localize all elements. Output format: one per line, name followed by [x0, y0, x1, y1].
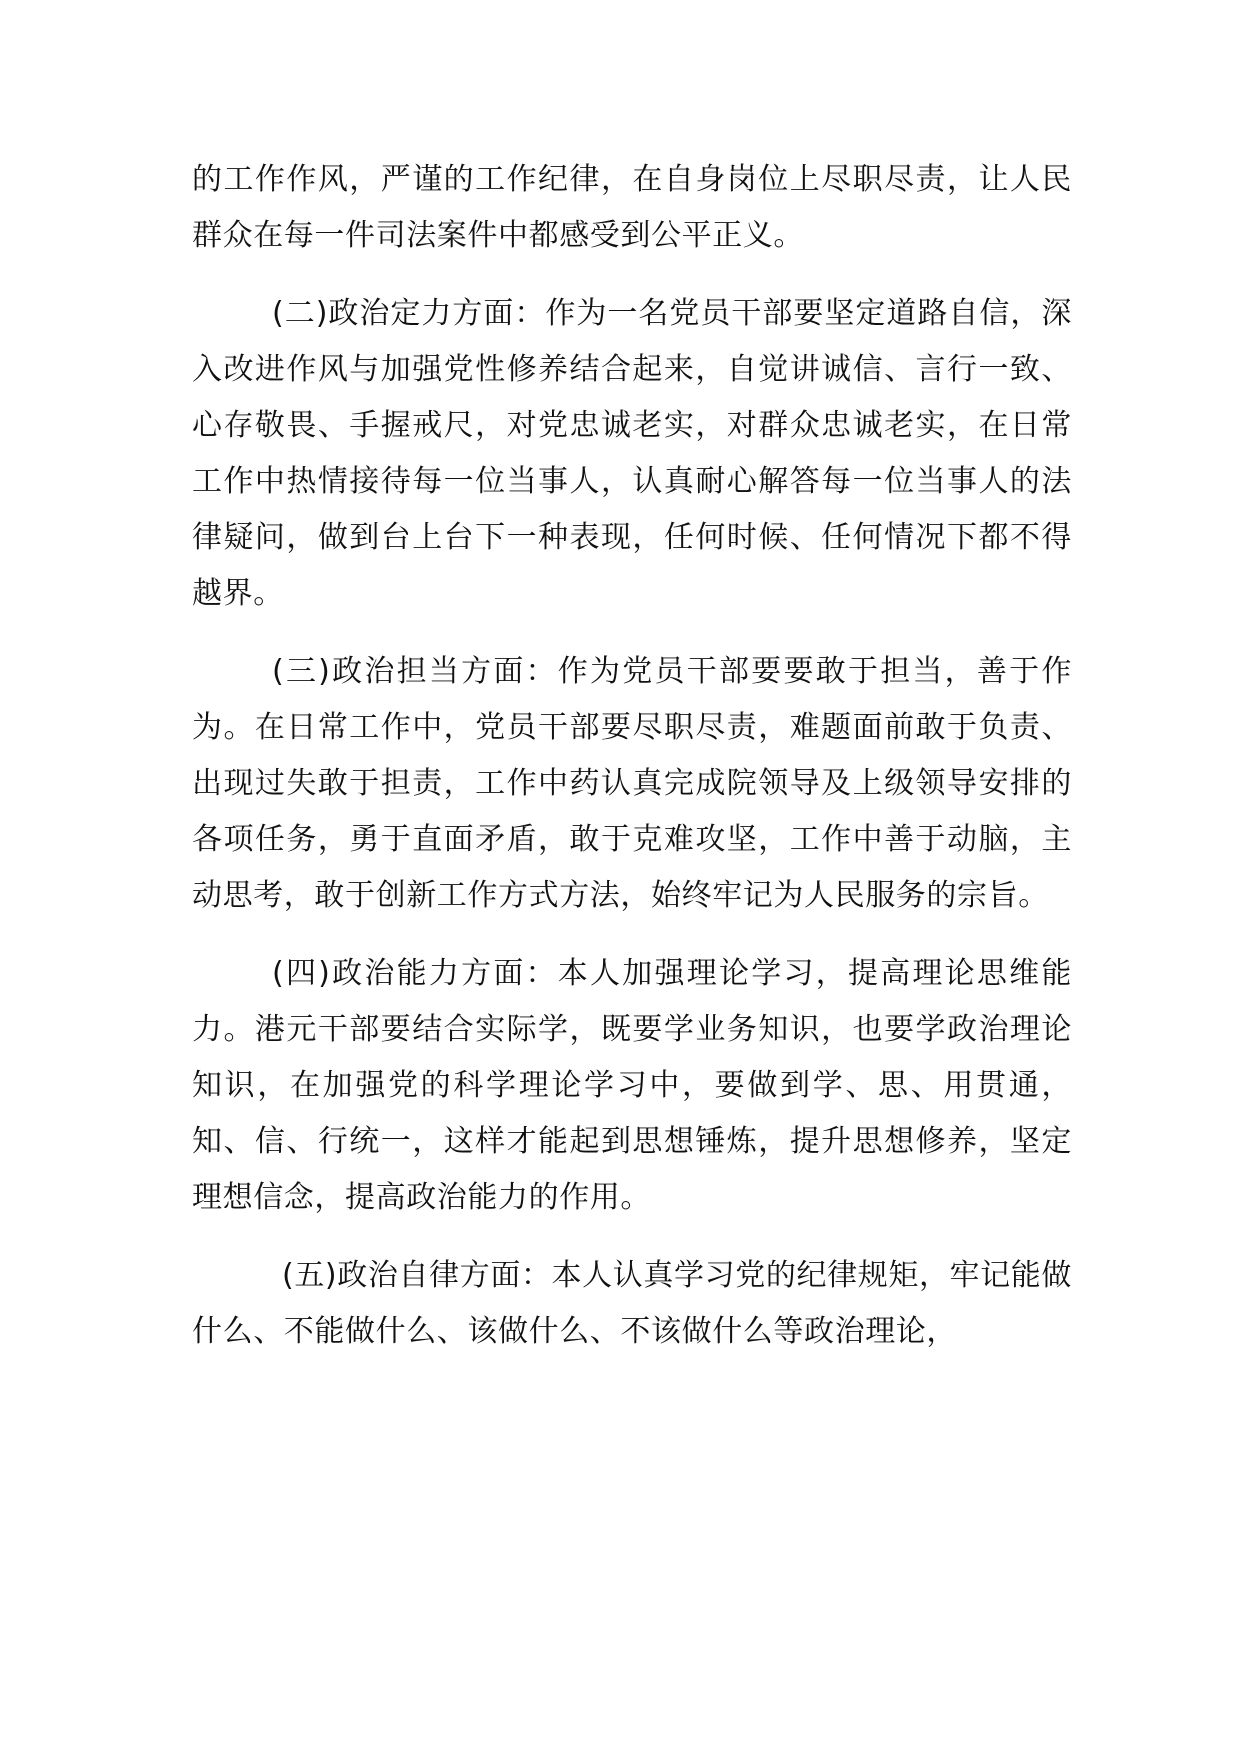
paragraph-political-responsibility: (三)政治担当方面：作为党员干部要要敢于担当，善于作为。在日常工作中，党员干部要尽职尽责，难题面前敢于负责、出现过失敢于担责，工作中药认真完成院领导及上级领导安排的各项任务，勇于直面矛盾，敢于克难攻坚，工作中善于动脑，主动思考，敢于创新工作方式方法，始终牢记为人民服务的宗旨。 — [192, 654, 1072, 913]
paragraph-political-steadiness: (二)政治定力方面：作为一名党员干部要坚定道路自信，深入改进作风与加强党性修养结合起来，自觉讲诚信、言行一致、心存敬畏、手握戒尺，对党忠诚老实，对群众忠诚老实，在日常工作中热情接待每一位当事人，认真耐心解答每一位当事人的法律疑问，做到台上台下一种表现，任何时候、任何情况下都不得越界。 — [192, 296, 1072, 611]
paragraph-continuation: 的工作作风，严谨的工作纪律，在自身岗位上尽职尽责，让人民群众在每一件司法案件中都感受到公平正义。 — [192, 162, 1072, 253]
paragraph-political-capability: (四)政治能力方面：本人加强理论学习，提高理论思维能力。港元干部要结合实际学，既要学业务知识，也要学政治理论知识，在加强党的科学理论学习中，要做到学、思、用贯通，知、信、行统一，这样才能起到思想锤炼，提升思想修养，坚定理想信念，提高政治能力的作用。 — [192, 956, 1072, 1215]
paragraph-political-self-discipline: (五)政治自律方面：本人认真学习党的纪律规矩，牢记能做什么、不能做什么、该做什么、不该做什么等政治理论， — [192, 1258, 1072, 1349]
document-body — [192, 152, 1072, 1382]
